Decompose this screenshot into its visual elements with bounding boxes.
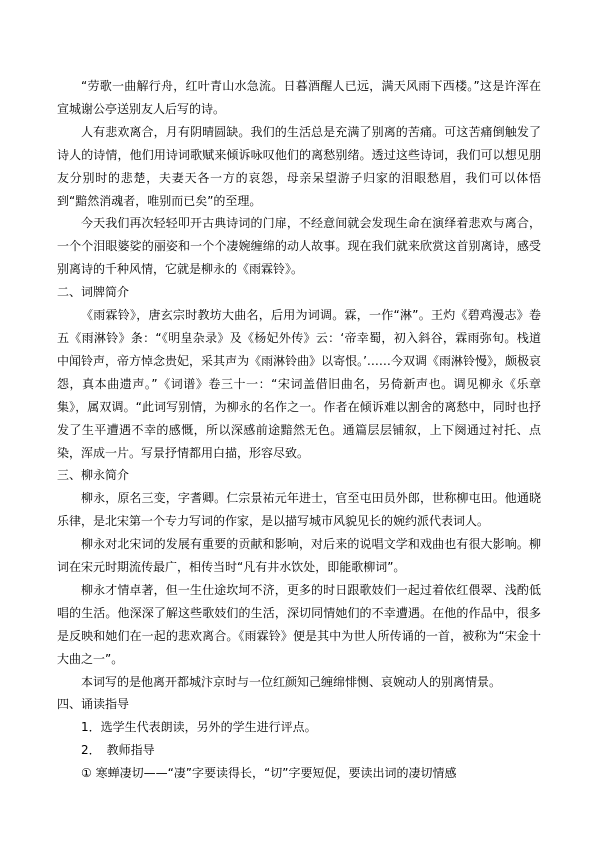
liuyong-paragraph-1: 柳永，原名三变，字耆卿。仁宗景祐元年进士，官至屯田员外郎，世称柳屯田。他通晓乐律，是北宋第一个专力写词的作家，是以描写城市风貌见长的婉约派代表词人。 [57, 491, 541, 529]
liuyong-paragraph-2: 柳永对北宋词的发展有重要的贡献和影响，对后来的说唱文学和戏曲也有很大影响。柳词在宋元时期流传最广，相传当时“凡有井水饮处，即能歌柳词”。 [57, 537, 541, 575]
liuyong-paragraph-4: 本词写的是他离开都城汴京时与一位红颜知己缠绵悱恻、哀婉动人的别离情景。 [81, 674, 502, 689]
intro-paragraph-3: 今天我们再次轻轻叩开古典诗词的门扉，不经意间就会发现生命在演绎着悲欢与离合，一个个泪眼婆娑的丽姿和一个个凄婉缠绵的动人故事。现在我们就来欣赏这首别离诗，感受别离诗的千种风情，它就是柳永的《雨霖铃》。 [57, 216, 541, 277]
section-heading-liuyong: 三、柳永简介 [57, 468, 130, 483]
document-body [57, 75, 541, 785]
cipai-paragraph-1: 《雨霖铃》，唐玄宗时教坊大曲名，后用为词调。霖，一作“淋”。王灼《碧鸡漫志》卷五《雨淋铃》条：“《明皇杂录》及《杨妃外传》云：‘帝幸蜀，初入斜谷，霖雨弥旬。栈道中闻铃声，帝方悼念贵妃，采其声为《雨淋铃曲》以寄恨。’……今双调《雨淋铃慢》，颇极哀怨，真本曲遗声。”《词谱》卷三十一：“宋词盖借旧曲名，另倚新声也。调见柳永《乐章集》，属双调。“此词写别情，为柳永的名作之一。作者在倾诉难以割舍的离愁中，同时也抒发了生平遭遇不幸的感慨，所以深感前途黯然无色。通篇层层铺叙，上下阕通过衬托、点染，浑成一片。写景抒情都用白描，形容尽致。 [57, 308, 541, 460]
section-heading-cipai: 二、词牌简介 [57, 285, 130, 300]
reading-item-3: ① 寒蝉凄切——“凄”字要读得长，“切”字要短促，要读出词的凄切情感 [81, 766, 457, 781]
reading-item-1: 1．选学生代表朗读，另外的学生进行评点。 [81, 720, 317, 735]
reading-item-2: 2． 教师指导 [81, 743, 155, 758]
intro-paragraph-2: 人有悲欢离合，月有阴晴圆缺。我们的生活总是充满了别离的苦痛。可这苦痛倒触发了诗人的诗情，他们用诗词歌赋来倾诉咏叹他们的离愁别绪。透过这些诗词，我们可以想见朋友分别时的悲楚，夫妻天各一方的哀怨，母亲呆望游子归家的泪眼愁眉，我们可以体悟到“黯然消魂者，唯别而已矣”的至理。 [57, 124, 541, 208]
section-heading-reading: 四、诵读指导 [57, 697, 130, 712]
intro-paragraph-1: “劳歌一曲解行舟，红叶青山水急流。日暮酒醒人已远，满天风雨下西楼。”这是许浑在宣城谢公亭送别友人后写的诗。 [57, 79, 541, 116]
liuyong-paragraph-3: 柳永才情卓著，但一生仕途坎坷不济，更多的时日跟歌妓们一起过着依红偎翠、浅酌低唱的生活。他深深了解这些歌妓们的生活，深切同情她们的不幸遭遇。在他的作品中，很多是反映和她们在一起的悲欢离合。《雨霖铃》便是其中为世人所传诵的一首，被称为“宋金十大曲之一”。 [57, 582, 541, 666]
